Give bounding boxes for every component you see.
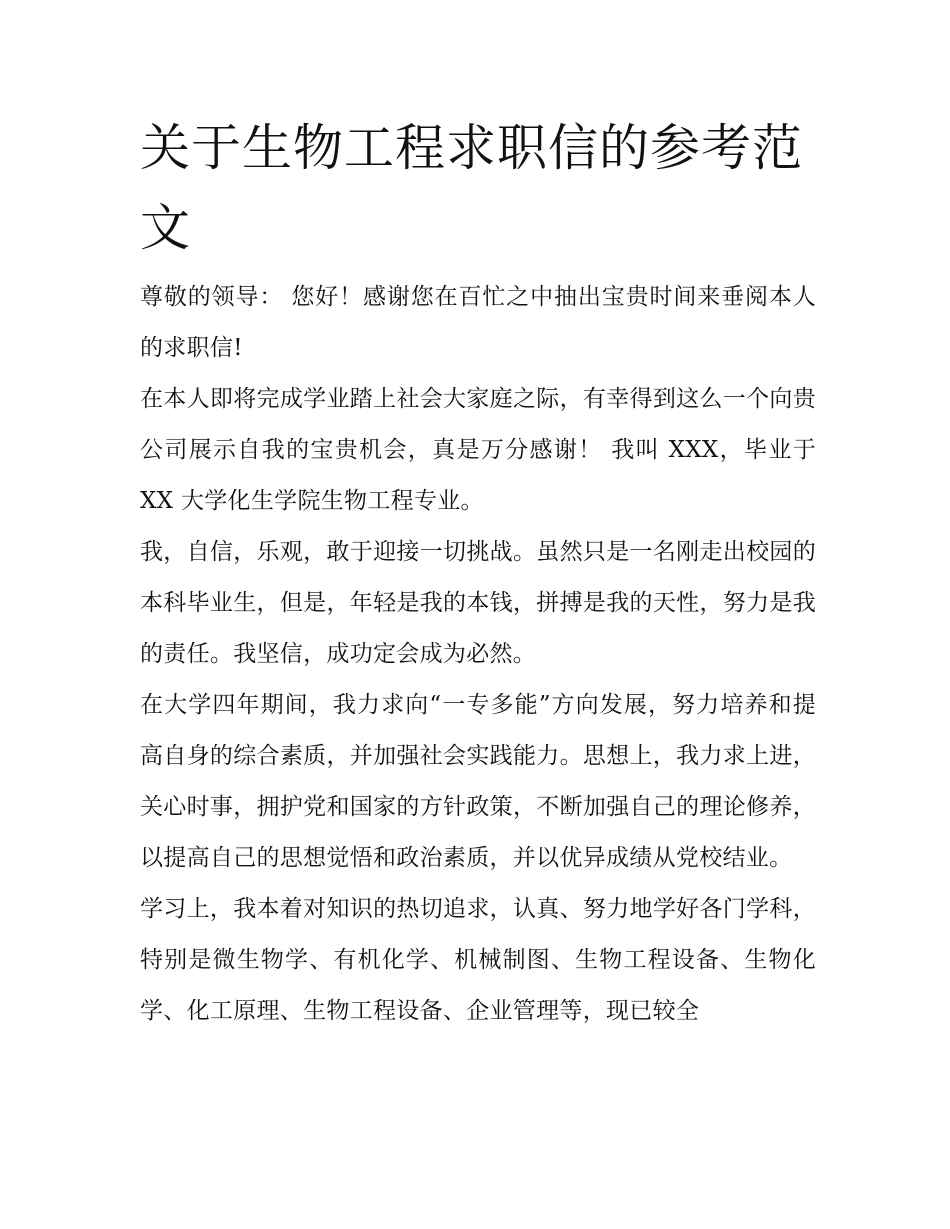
paragraph-university-years: 在大学四年期间，我力求向“一专多能”方向发展，努力培养和提高自身的综合素质，并加强社会实践能力。思想上，我力求上进，关心时事，拥护党和国家的方针政策，不断加强自己的理论修养，以提高自己的思想觉悟和政治素质，并以优异成绩从党校结业。: [140, 692, 816, 871]
document-title: 关于生物工程求职信的参考范文: [140, 119, 803, 257]
document-content: [140, 108, 816, 1037]
paragraph-personality: 我，自信，乐观，敢于迎接一切挑战。虽然只是一名刚走出校园的本科毕业生，但是，年轻是我的本钱，拼搏是我的天性，努力是我的责任。我坚信，成功定会成为必然。: [140, 539, 816, 667]
paragraph-studies: 学习上，我本着对知识的热切追求，认真、努力地学好各门学科，特别是微生物学、有机化学、机械制图、生物工程设备、生物化学、化工原理、生物工程设备、企业管理等，现已较全: [140, 896, 816, 1024]
paragraph-salutation: 尊敬的领导： 您好！感谢您在百忙之中抽出宝贵时间来垂阅本人的求职信!: [140, 284, 816, 361]
paragraph-introduction: 在本人即将完成学业踏上社会大家庭之际，有幸得到这么一个向贵公司展示自我的宝贵机会，真是万分感谢！ 我叫 XXX，毕业于 XX 大学化生学院生物工程专业。: [140, 386, 816, 514]
